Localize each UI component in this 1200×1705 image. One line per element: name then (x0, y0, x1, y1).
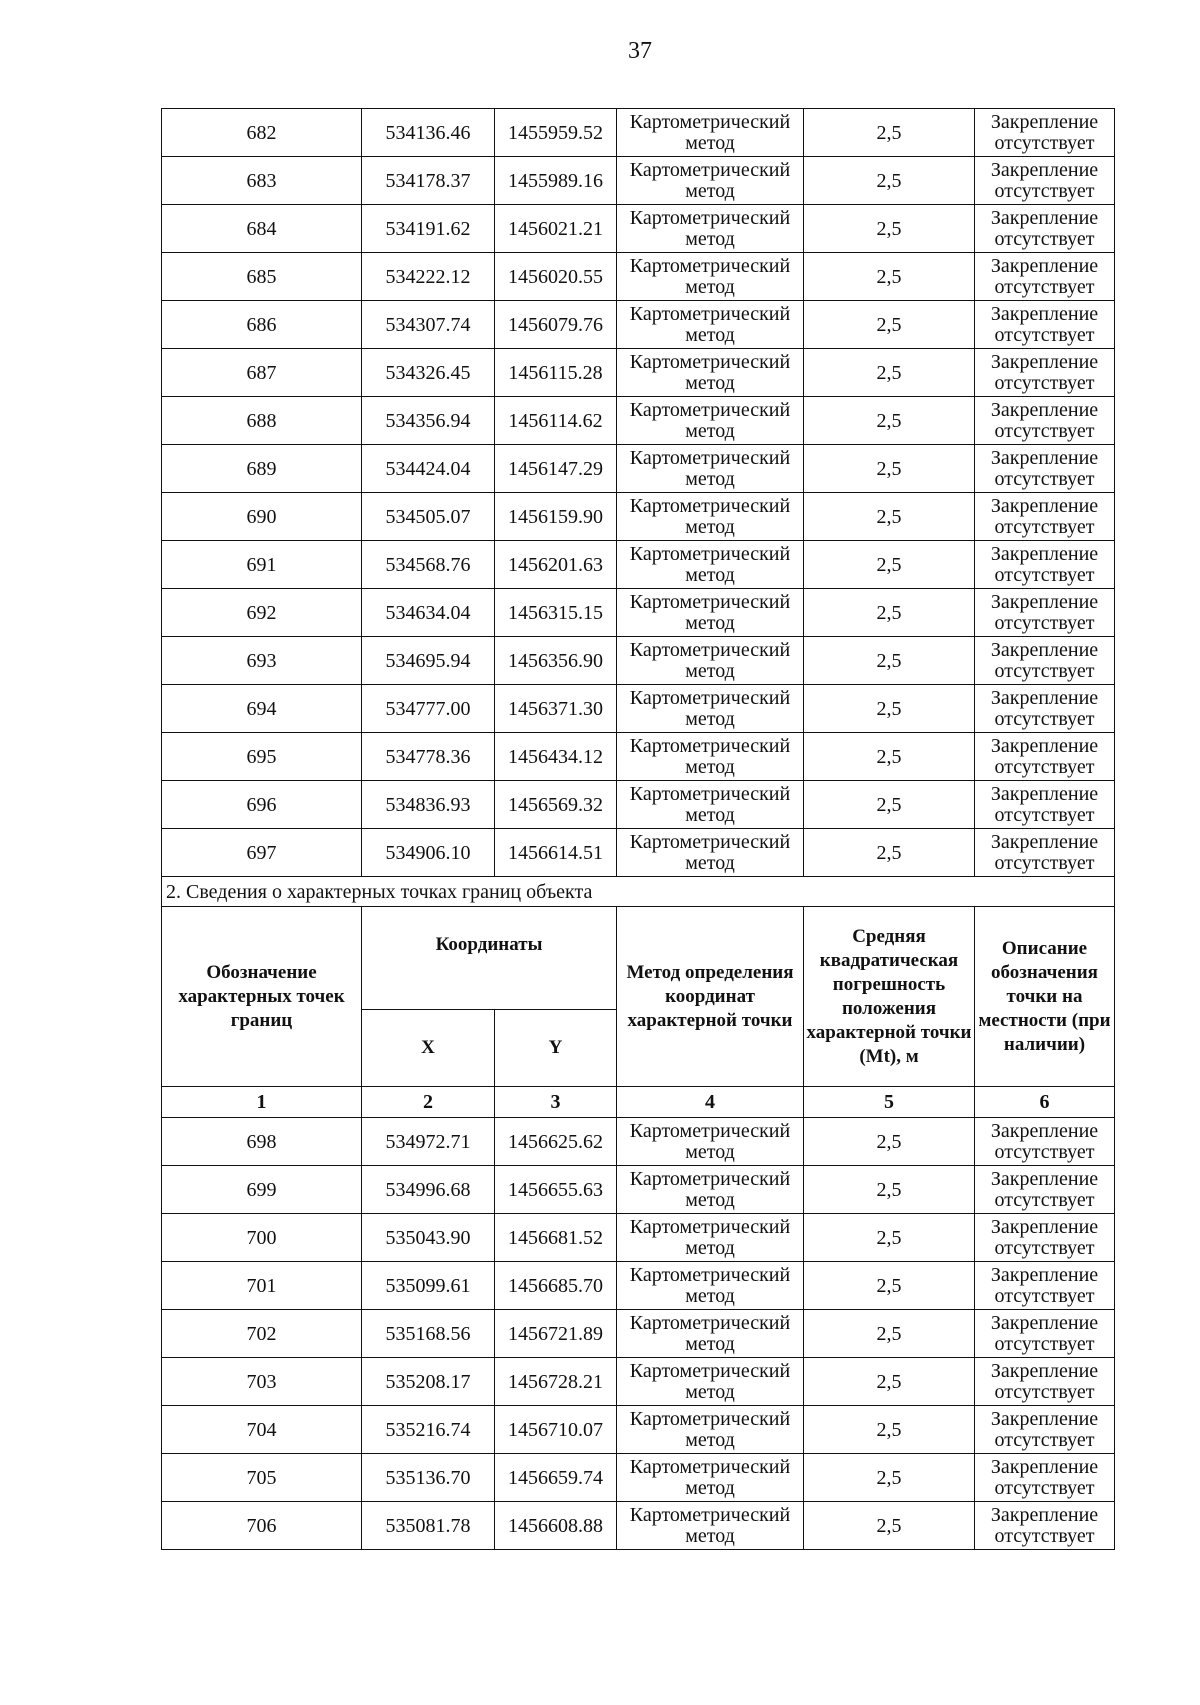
table-row (162, 685, 1115, 733)
accuracy-cell: 2,5 (804, 1310, 975, 1358)
coord-x-cell: 534972.71 (362, 1118, 495, 1166)
table-row (162, 1358, 1115, 1406)
description-cell: Закрепление отсутствует (975, 733, 1115, 781)
description-cell: Закрепление отсутствует (975, 301, 1115, 349)
method-cell: Картометрический метод (617, 349, 804, 397)
table-row (162, 829, 1115, 877)
accuracy-cell: 2,5 (804, 397, 975, 445)
accuracy-cell: 2,5 (804, 781, 975, 829)
method-cell: Картометрический метод (617, 397, 804, 445)
table-row (162, 541, 1115, 589)
description-cell: Закрепление отсутствует (975, 493, 1115, 541)
table-row (162, 493, 1115, 541)
method-cell: Картометрический метод (617, 1166, 804, 1214)
accuracy-cell: 2,5 (804, 1262, 975, 1310)
coord-y-cell: 1456569.32 (495, 781, 617, 829)
header-row (162, 907, 1115, 1010)
coord-y-cell: 1456020.55 (495, 253, 617, 301)
column-number: 1 (162, 1087, 362, 1118)
table-row (162, 1502, 1115, 1550)
point-number-cell: 697 (162, 829, 362, 877)
coord-x-cell: 534996.68 (362, 1166, 495, 1214)
column-number: 2 (362, 1087, 495, 1118)
coord-x-cell: 534568.76 (362, 541, 495, 589)
method-cell: Картометрический метод (617, 637, 804, 685)
header-designation: Обозначение характерных точек границ (162, 907, 362, 1087)
accuracy-cell: 2,5 (804, 1454, 975, 1502)
coord-x-cell: 534906.10 (362, 829, 495, 877)
point-number-cell: 686 (162, 301, 362, 349)
coord-y-cell: 1456608.88 (495, 1502, 617, 1550)
accuracy-cell: 2,5 (804, 1502, 975, 1550)
table-row (162, 1118, 1115, 1166)
method-cell: Картометрический метод (617, 733, 804, 781)
method-cell: Картометрический метод (617, 1214, 804, 1262)
point-number-cell: 690 (162, 493, 362, 541)
point-number-cell: 695 (162, 733, 362, 781)
coord-x-cell: 535043.90 (362, 1214, 495, 1262)
coord-x-cell: 534634.04 (362, 589, 495, 637)
description-cell: Закрепление отсутствует (975, 637, 1115, 685)
point-number-cell: 691 (162, 541, 362, 589)
point-number-cell: 704 (162, 1406, 362, 1454)
description-cell: Закрепление отсутствует (975, 829, 1115, 877)
method-cell: Картометрический метод (617, 1310, 804, 1358)
method-cell: Картометрический метод (617, 829, 804, 877)
coord-y-cell: 1456659.74 (495, 1454, 617, 1502)
description-cell: Закрепление отсутствует (975, 205, 1115, 253)
coord-y-cell: 1456710.07 (495, 1406, 617, 1454)
point-number-cell: 693 (162, 637, 362, 685)
method-cell: Картометрический метод (617, 685, 804, 733)
point-number-cell: 688 (162, 397, 362, 445)
bottom-rows (162, 1118, 1115, 1550)
method-cell: Картометрический метод (617, 493, 804, 541)
point-number-cell: 687 (162, 349, 362, 397)
coord-y-cell: 1456655.63 (495, 1166, 617, 1214)
table-row (162, 349, 1115, 397)
point-number-cell: 700 (162, 1214, 362, 1262)
coord-y-cell: 1456721.89 (495, 1310, 617, 1358)
coord-y-cell: 1456114.62 (495, 397, 617, 445)
coord-x-cell: 534836.93 (362, 781, 495, 829)
point-number-cell: 698 (162, 1118, 362, 1166)
description-cell: Закрепление отсутствует (975, 1358, 1115, 1406)
point-number-cell: 701 (162, 1262, 362, 1310)
coord-x-cell: 535081.78 (362, 1502, 495, 1550)
description-cell: Закрепление отсутствует (975, 1118, 1115, 1166)
coord-x-cell: 534424.04 (362, 445, 495, 493)
coord-x-cell: 534695.94 (362, 637, 495, 685)
accuracy-cell: 2,5 (804, 541, 975, 589)
table-row (162, 253, 1115, 301)
accuracy-cell: 2,5 (804, 1214, 975, 1262)
column-number: 5 (804, 1087, 975, 1118)
coord-x-cell: 535168.56 (362, 1310, 495, 1358)
accuracy-cell: 2,5 (804, 157, 975, 205)
header-accuracy: Средняя квадратическая погрешность положения характерной точки (Mt), м (804, 907, 975, 1087)
coord-y-cell: 1456315.15 (495, 589, 617, 637)
table-row (162, 157, 1115, 205)
coord-x-cell: 534326.45 (362, 349, 495, 397)
table-row (162, 733, 1115, 781)
table-row (162, 445, 1115, 493)
point-number-cell: 692 (162, 589, 362, 637)
method-cell: Картометрический метод (617, 1406, 804, 1454)
table-row (162, 205, 1115, 253)
header-coordinates: Координаты (362, 907, 617, 1010)
table-row (162, 109, 1115, 157)
method-cell: Картометрический метод (617, 301, 804, 349)
description-cell: Закрепление отсутствует (975, 1166, 1115, 1214)
coord-x-cell: 535136.70 (362, 1454, 495, 1502)
coord-x-cell: 534778.36 (362, 733, 495, 781)
method-cell: Картометрический метод (617, 589, 804, 637)
point-number-cell: 683 (162, 157, 362, 205)
coord-x-cell: 534191.62 (362, 205, 495, 253)
description-cell: Закрепление отсутствует (975, 253, 1115, 301)
point-number-cell: 702 (162, 1310, 362, 1358)
coord-y-cell: 1456159.90 (495, 493, 617, 541)
accuracy-cell: 2,5 (804, 1166, 975, 1214)
coord-y-cell: 1456201.63 (495, 541, 617, 589)
table-row (162, 301, 1115, 349)
accuracy-cell: 2,5 (804, 253, 975, 301)
description-cell: Закрепление отсутствует (975, 1406, 1115, 1454)
method-cell: Картометрический метод (617, 205, 804, 253)
point-number-cell: 699 (162, 1166, 362, 1214)
second-section (162, 877, 1115, 1118)
point-number-cell: 694 (162, 685, 362, 733)
coord-y-cell: 1456371.30 (495, 685, 617, 733)
header-description: Описание обозначения точки на местности (при наличии) (975, 907, 1115, 1087)
accuracy-cell: 2,5 (804, 301, 975, 349)
coord-y-cell: 1456614.51 (495, 829, 617, 877)
accuracy-cell: 2,5 (804, 685, 975, 733)
accuracy-cell: 2,5 (804, 1118, 975, 1166)
description-cell: Закрепление отсутствует (975, 1454, 1115, 1502)
accuracy-cell: 2,5 (804, 205, 975, 253)
description-cell: Закрепление отсутствует (975, 589, 1115, 637)
table-row (162, 781, 1115, 829)
coord-x-cell: 534307.74 (362, 301, 495, 349)
accuracy-cell: 2,5 (804, 589, 975, 637)
method-cell: Картометрический метод (617, 1262, 804, 1310)
point-number-cell: 703 (162, 1358, 362, 1406)
coord-y-cell: 1456079.76 (495, 301, 617, 349)
accuracy-cell: 2,5 (804, 109, 975, 157)
table-row (162, 589, 1115, 637)
section-title-row (162, 877, 1115, 907)
section-title: 2. Сведения о характерных точках границ объекта (162, 877, 1115, 907)
description-cell: Закрепление отсутствует (975, 157, 1115, 205)
header-method: Метод определения координат характерной точки (617, 907, 804, 1087)
table-row (162, 397, 1115, 445)
description-cell: Закрепление отсутствует (975, 397, 1115, 445)
table-row (162, 1406, 1115, 1454)
description-cell: Закрепление отсутствует (975, 685, 1115, 733)
boundary-points-table (161, 108, 1115, 1550)
method-cell: Картометрический метод (617, 109, 804, 157)
point-number-cell: 684 (162, 205, 362, 253)
accuracy-cell: 2,5 (804, 445, 975, 493)
accuracy-cell: 2,5 (804, 637, 975, 685)
point-number-cell: 706 (162, 1502, 362, 1550)
accuracy-cell: 2,5 (804, 1358, 975, 1406)
coord-x-cell: 534136.46 (362, 109, 495, 157)
coord-x-cell: 535099.61 (362, 1262, 495, 1310)
description-cell: Закрепление отсутствует (975, 1502, 1115, 1550)
coord-x-cell: 535208.17 (362, 1358, 495, 1406)
coord-x-cell: 534505.07 (362, 493, 495, 541)
column-number: 4 (617, 1087, 804, 1118)
accuracy-cell: 2,5 (804, 493, 975, 541)
coord-x-cell: 534178.37 (362, 157, 495, 205)
coord-y-cell: 1456147.29 (495, 445, 617, 493)
method-cell: Картометрический метод (617, 1118, 804, 1166)
coord-y-cell: 1455989.16 (495, 157, 617, 205)
column-number: 3 (495, 1087, 617, 1118)
coord-y-cell: 1456728.21 (495, 1358, 617, 1406)
method-cell: Картометрический метод (617, 1502, 804, 1550)
top-rows (162, 109, 1115, 877)
coord-y-cell: 1456356.90 (495, 637, 617, 685)
coord-y-cell: 1456681.52 (495, 1214, 617, 1262)
coord-x-cell: 534777.00 (362, 685, 495, 733)
description-cell: Закрепление отсутствует (975, 541, 1115, 589)
header-y: Y (495, 1010, 617, 1087)
point-number-cell: 689 (162, 445, 362, 493)
table-row (162, 1262, 1115, 1310)
method-cell: Картометрический метод (617, 781, 804, 829)
accuracy-cell: 2,5 (804, 1406, 975, 1454)
method-cell: Картометрический метод (617, 1454, 804, 1502)
page-number: 37 (628, 38, 652, 64)
description-cell: Закрепление отсутствует (975, 1214, 1115, 1262)
method-cell: Картометрический метод (617, 253, 804, 301)
point-number-cell: 696 (162, 781, 362, 829)
method-cell: Картометрический метод (617, 157, 804, 205)
method-cell: Картометрический метод (617, 1358, 804, 1406)
header-x: X (362, 1010, 495, 1087)
column-number-row (162, 1087, 1115, 1118)
accuracy-cell: 2,5 (804, 733, 975, 781)
point-number-cell: 685 (162, 253, 362, 301)
table-row (162, 1166, 1115, 1214)
coord-y-cell: 1456115.28 (495, 349, 617, 397)
table-row (162, 1454, 1115, 1502)
description-cell: Закрепление отсутствует (975, 109, 1115, 157)
coord-x-cell: 534222.12 (362, 253, 495, 301)
description-cell: Закрепление отсутствует (975, 1262, 1115, 1310)
point-number-cell: 705 (162, 1454, 362, 1502)
coord-y-cell: 1456021.21 (495, 205, 617, 253)
table-row (162, 637, 1115, 685)
table-row (162, 1310, 1115, 1358)
coord-y-cell: 1456434.12 (495, 733, 617, 781)
coord-y-cell: 1456685.70 (495, 1262, 617, 1310)
coord-x-cell: 534356.94 (362, 397, 495, 445)
accuracy-cell: 2,5 (804, 349, 975, 397)
coord-y-cell: 1455959.52 (495, 109, 617, 157)
accuracy-cell: 2,5 (804, 829, 975, 877)
method-cell: Картометрический метод (617, 445, 804, 493)
description-cell: Закрепление отсутствует (975, 781, 1115, 829)
description-cell: Закрепление отсутствует (975, 349, 1115, 397)
method-cell: Картометрический метод (617, 541, 804, 589)
coord-y-cell: 1456625.62 (495, 1118, 617, 1166)
table-row (162, 1214, 1115, 1262)
description-cell: Закрепление отсутствует (975, 1310, 1115, 1358)
coord-x-cell: 535216.74 (362, 1406, 495, 1454)
column-number: 6 (975, 1087, 1115, 1118)
point-number-cell: 682 (162, 109, 362, 157)
description-cell: Закрепление отсутствует (975, 445, 1115, 493)
